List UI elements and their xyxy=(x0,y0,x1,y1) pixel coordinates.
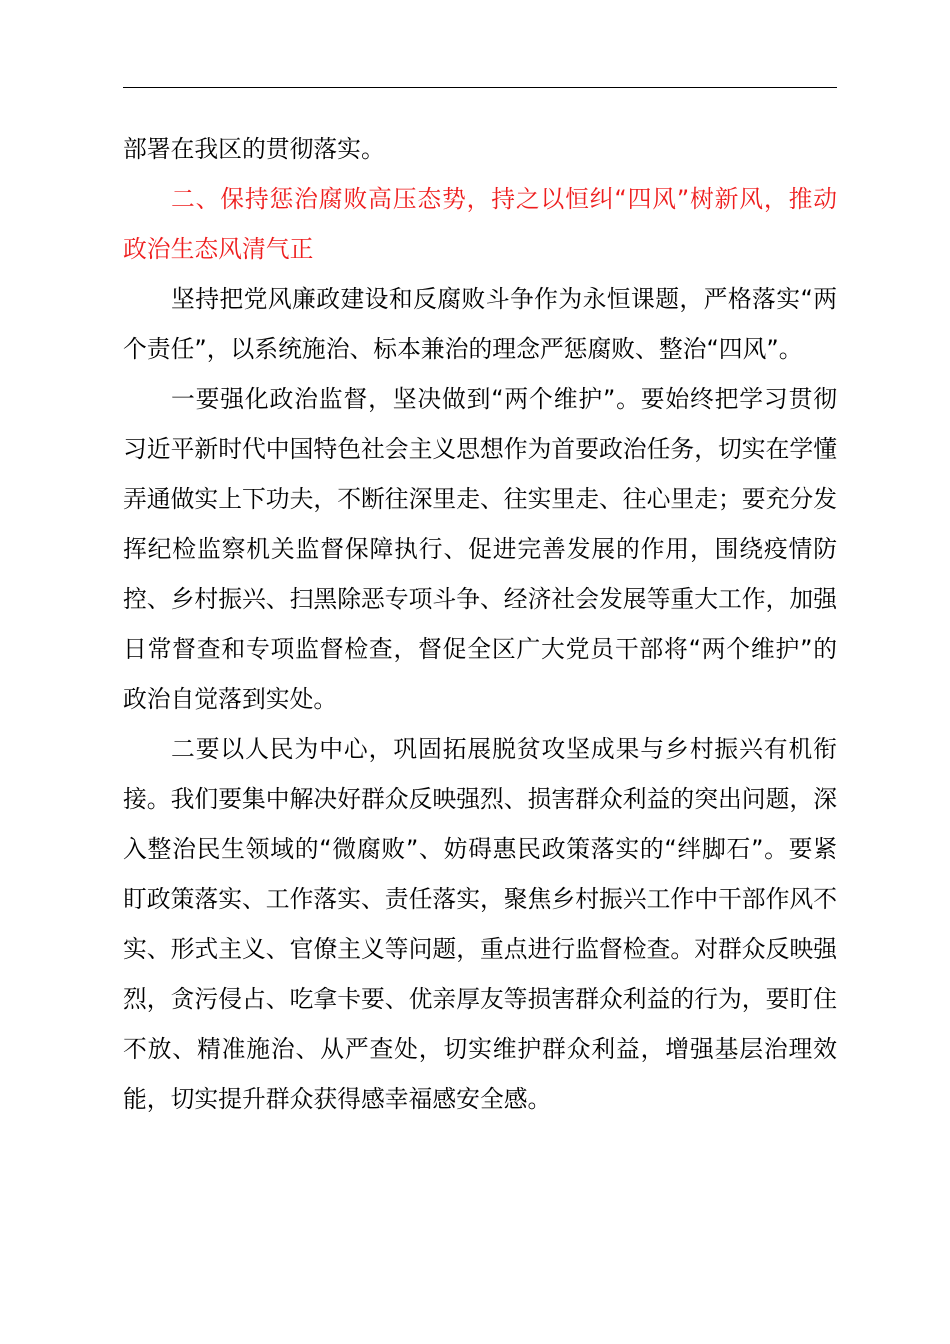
header-rule xyxy=(123,87,837,88)
paragraph-people-centered: 二要以人民为中心，巩固拓展脱贫攻坚成果与乡村振兴有机衔接。我们要集中解决好群众反映强烈、损害群众利益的突出问题，深入整治民生领域的“微腐败”、妨碍惠民政策落实的“绊脚石”。要紧盯政策落实、工作落实、责任落实，聚焦乡村振兴工作中干部作风不实、形式主义、官僚主义等问题，重点进行监督检查。对群众反映强烈，贪污侵占、吃拿卡要、优亲厚友等损害群众利益的行为，要盯住不放、精准施治、从严查处，切实维护群众利益，增强基层治理效能，切实提升群众获得感幸福感安全感。 xyxy=(123,735,837,1113)
document-body xyxy=(123,124,837,1124)
paragraph-intro: 坚持把党风廉政建设和反腐败斗争作为永恒课题，严格落实“两个责任”，以系统施治、标本兼治的理念严惩腐败、整治“四风”。 xyxy=(123,285,837,363)
paragraph-political-supervision: 一要强化政治监督，坚决做到“两个维护”。要始终把学习贯彻习近平新时代中国特色社会主义思想作为首要政治任务，切实在学懂弄通做实上下功夫，不断往深里走、往实里走、往心里走；要充分发挥纪检监察机关监督保障执行、促进完善发展的作用，围绕疫情防控、乡村振兴、扫黑除恶专项斗争、经济社会发展等重大工作，加强日常督查和专项监督检查，督促全区广大党员干部将“两个维护”的政治自觉落到实处。 xyxy=(123,385,837,713)
continuation-paragraph: 部署在我区的贯彻落实。 xyxy=(123,135,385,163)
section-heading: 二、保持惩治腐败高压态势，持之以恒纠“四风”树新风，推动政治生态风清气正 xyxy=(123,185,837,263)
